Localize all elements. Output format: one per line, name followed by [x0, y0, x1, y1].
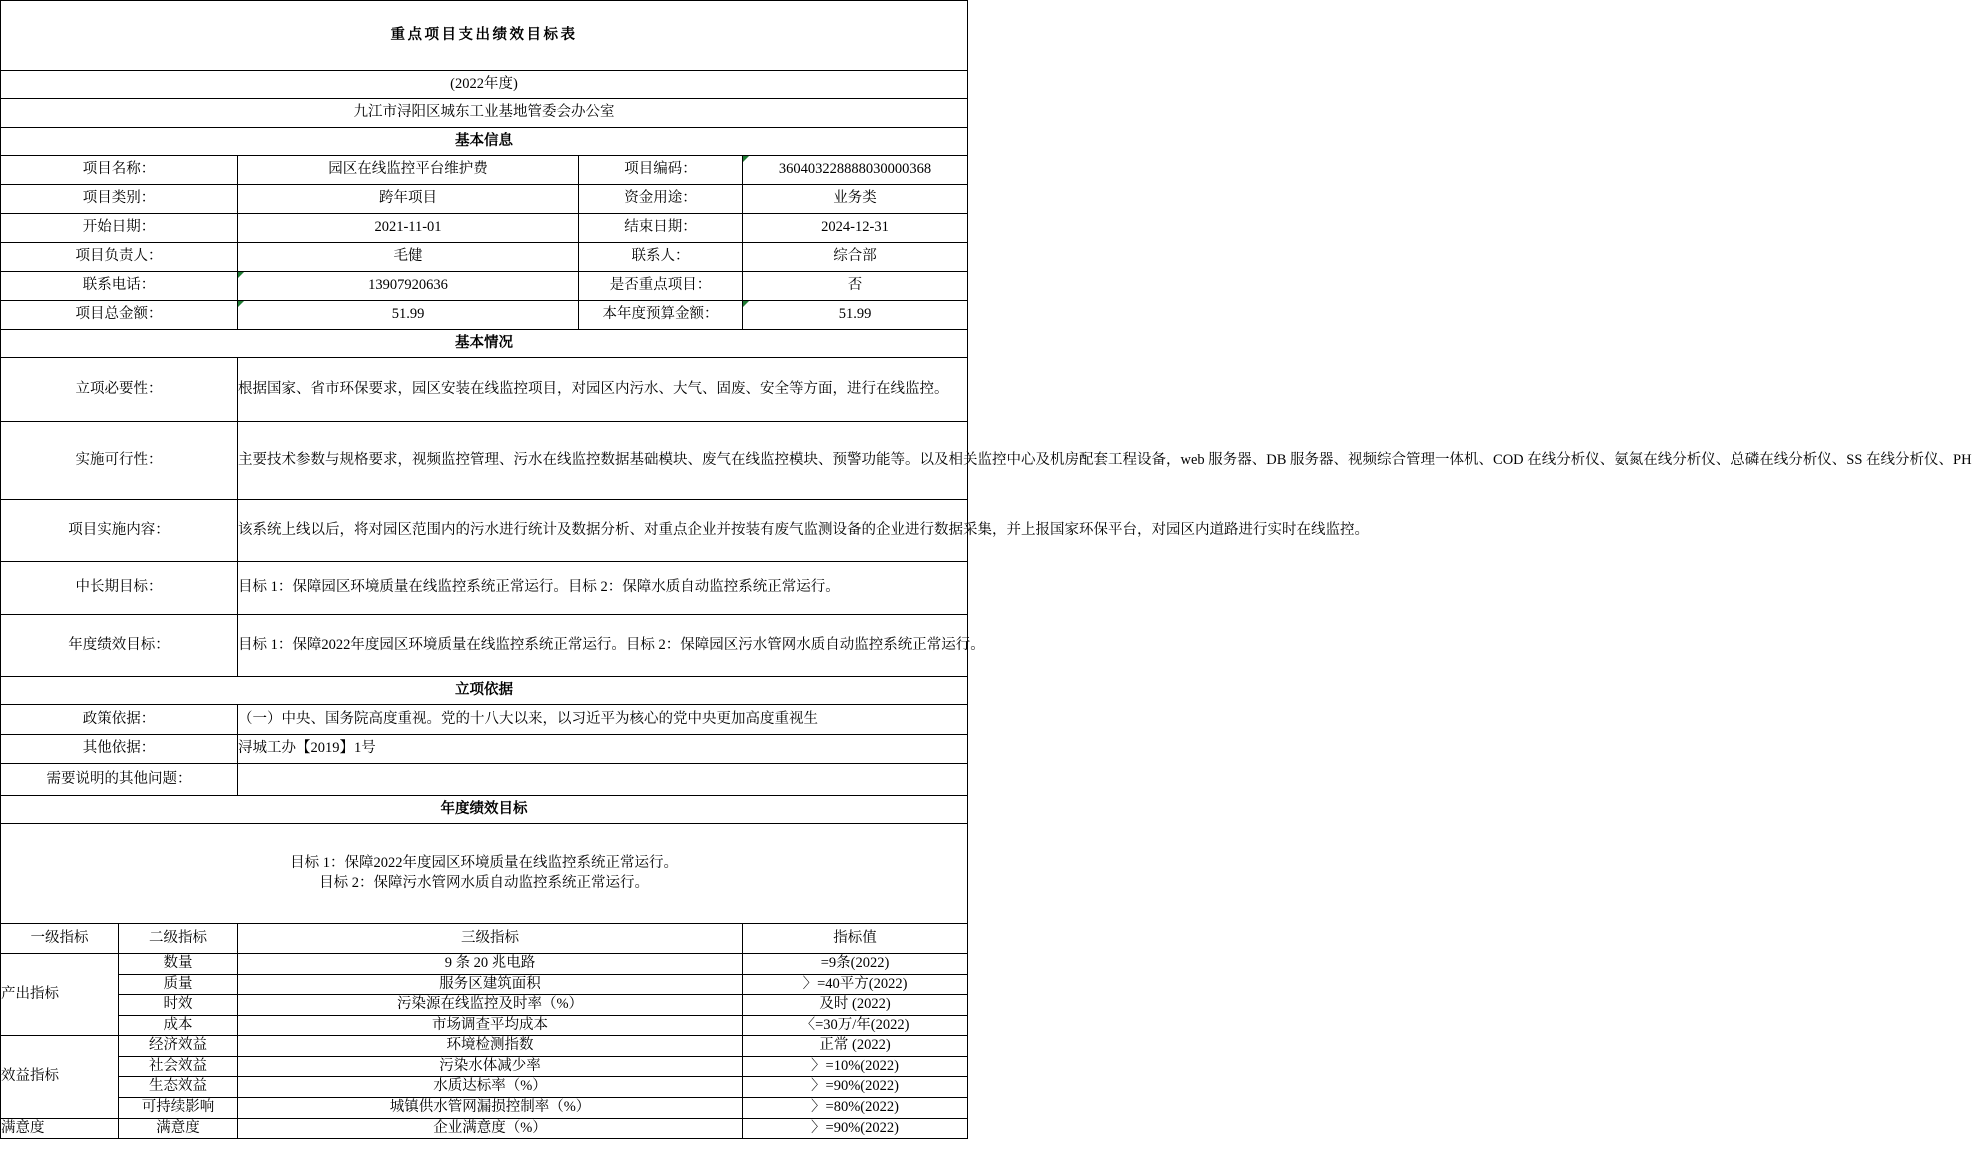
field-label-project-code: 项目编码：: [579, 156, 743, 185]
field-value-other-notes: [238, 764, 968, 796]
indicator-level3: 市场调查平均成本: [238, 1015, 743, 1036]
indicator-group-benefit: 效益指标: [1, 1036, 119, 1118]
field-label-total-amount: 项目总金额：: [1, 301, 238, 330]
field-label-is-key-project: 是否重点项目：: [579, 272, 743, 301]
field-value-contact-phone: 13907920636: [238, 272, 579, 301]
field-value-longterm-goal: 目标 1：保障园区环境质量在线监控系统正常运行。目标 2：保障水质自动监控系统正常运行。: [238, 562, 968, 615]
indicator-value: =9条(2022): [743, 954, 968, 975]
indicator-level3: 城镇供水管网漏损控制率（%）: [238, 1097, 743, 1118]
field-label-necessity: 立项必要性：: [1, 358, 238, 422]
annual-goal-block-row: [1, 824, 968, 924]
table-row: [1, 995, 968, 1016]
field-value-project-name: 园区在线监控平台维护费: [238, 156, 579, 185]
table-row: [1, 422, 968, 500]
indicator-level2: 可持续影响: [119, 1097, 238, 1118]
section-header-basic-situation: 基本情况: [1, 330, 968, 358]
field-value-is-key-project: 否: [743, 272, 968, 301]
column-header-level1: 一级指标: [1, 924, 119, 954]
indicator-value: 及时 (2022): [743, 995, 968, 1016]
section-project-basis-row: [1, 677, 968, 705]
indicator-level2: 满意度: [119, 1118, 238, 1139]
indicator-value: 正常 (2022): [743, 1036, 968, 1057]
section-header-annual-goal: 年度绩效目标: [1, 796, 968, 824]
field-value-other-basis: 浔城工办【2019】1号: [238, 735, 968, 764]
indicator-level3: 企业满意度（%）: [238, 1118, 743, 1139]
indicator-value: 〉=90%(2022): [743, 1118, 968, 1139]
field-value-end-date: 2024-12-31: [743, 214, 968, 243]
field-label-end-date: 结束日期：: [579, 214, 743, 243]
field-label-annual-budget: 本年度预算金额：: [579, 301, 743, 330]
year-row: [1, 71, 968, 99]
organization-name: 九江市浔阳区城东工业基地管委会办公室: [1, 99, 968, 128]
section-annual-goal-row: [1, 796, 968, 824]
field-value-project-category: 跨年项目: [238, 185, 579, 214]
table-row: [1, 562, 968, 615]
table-row: [1, 156, 968, 185]
table-row: [1, 1077, 968, 1098]
indicator-group-output: 产出指标: [1, 954, 119, 1036]
table-row: [1, 954, 968, 975]
indicator-level3: 污染水体减少率: [238, 1056, 743, 1077]
table-row: [1, 1015, 968, 1036]
indicator-value: 〉=90%(2022): [743, 1077, 968, 1098]
field-label-other-basis: 其他依据：: [1, 735, 238, 764]
table-row: [1, 301, 968, 330]
indicator-level3: 服务区建筑面积: [238, 974, 743, 995]
annual-goal-line-1: 目标 1：保障2022年度园区环境质量在线监控系统正常运行。: [290, 854, 678, 871]
field-label-project-name: 项目名称：: [1, 156, 238, 185]
field-label-annual-performance-goal: 年度绩效目标：: [1, 615, 238, 677]
table-row: [1, 705, 968, 735]
field-label-implementation-content: 项目实施内容：: [1, 500, 238, 562]
fiscal-year: (2022年度): [1, 71, 968, 99]
field-value-fund-usage: 业务类: [743, 185, 968, 214]
field-value-implementation-content: 该系统上线以后，将对园区范围内的污水进行统计及数据分析、对重点企业并按装有废气监测设备的企业进行数据采集，并上报国家环保平台，对园区内道路进行实时在线监控。: [238, 500, 968, 562]
field-label-longterm-goal: 中长期目标：: [1, 562, 238, 615]
indicator-level2: 质量: [119, 974, 238, 995]
field-value-start-date: 2021-11-01: [238, 214, 579, 243]
table-row: [1, 500, 968, 562]
indicator-header-row: [1, 924, 968, 954]
section-basic-info-row: [1, 128, 968, 156]
table-row: [1, 735, 968, 764]
organization-row: [1, 99, 968, 128]
field-value-project-manager: 毛健: [238, 243, 579, 272]
table-row: [1, 764, 968, 796]
field-label-contact-phone: 联系电话：: [1, 272, 238, 301]
table-row: [1, 214, 968, 243]
indicator-group-satisfaction: 满意度: [1, 1118, 119, 1139]
field-label-project-manager: 项目负责人：: [1, 243, 238, 272]
indicator-value: 〉=40平方(2022): [743, 974, 968, 995]
section-header-basic-info: 基本信息: [1, 128, 968, 156]
section-basic-situation-row: [1, 330, 968, 358]
table-row: [1, 615, 968, 677]
indicator-level3: 环境检测指数: [238, 1036, 743, 1057]
field-label-fund-usage: 资金用途：: [579, 185, 743, 214]
field-value-annual-performance-goal: 目标 1：保障2022年度园区环境质量在线监控系统正常运行。目标 2：保障园区污水管网水质自动监控系统正常运行。: [238, 615, 968, 677]
indicator-level2: 社会效益: [119, 1056, 238, 1077]
field-label-feasibility: 实施可行性：: [1, 422, 238, 500]
indicator-value: 〈=30万/年(2022): [743, 1015, 968, 1036]
indicator-level2: 生态效益: [119, 1077, 238, 1098]
page-title: 重点项目支出绩效目标表: [1, 1, 968, 71]
table-row: [1, 1056, 968, 1077]
indicator-value: 〉=80%(2022): [743, 1097, 968, 1118]
table-row: [1, 1118, 968, 1139]
field-label-project-category: 项目类别：: [1, 185, 238, 214]
indicator-level3: 污染源在线监控及时率（%）: [238, 995, 743, 1016]
field-label-contact-person: 联系人：: [579, 243, 743, 272]
section-header-project-basis: 立项依据: [1, 677, 968, 705]
table-row: [1, 1036, 968, 1057]
indicator-level3: 水质达标率（%）: [238, 1077, 743, 1098]
field-label-start-date: 开始日期：: [1, 214, 238, 243]
field-label-policy-basis: 政策依据：: [1, 705, 238, 735]
table-row: [1, 358, 968, 422]
table-row: [1, 974, 968, 995]
column-header-value: 指标值: [743, 924, 968, 954]
title-row: [1, 1, 968, 71]
column-header-level3: 三级指标: [238, 924, 743, 954]
indicator-level2: 数量: [119, 954, 238, 975]
indicator-level2: 时效: [119, 995, 238, 1016]
field-value-contact-person: 综合部: [743, 243, 968, 272]
indicator-level2: 成本: [119, 1015, 238, 1036]
field-value-project-code: 360403228888030000368: [743, 156, 968, 185]
table-row: [1, 243, 968, 272]
column-header-level2: 二级指标: [119, 924, 238, 954]
table-row: [1, 1097, 968, 1118]
table-row: [1, 185, 968, 214]
field-value-total-amount: 51.99: [238, 301, 579, 330]
table-row: [1, 272, 968, 301]
field-label-other-notes: 需要说明的其他问题：: [1, 764, 238, 796]
annual-goal-line-2: 目标 2：保障污水管网水质自动监控系统正常运行。: [319, 874, 649, 891]
field-value-feasibility: 主要技术参数与规格要求，视频监控管理、污水在线监控数据基础模块、废气在线监控模块、预警功能等。以及相关监控中心及机房配套工程设备，web 服务器、DB 服务器、视频综合管理一体机、COD 在线分析仪、氨氮在线分析仪、总磷在线分析仪、SS 在线分析仪、PH: [238, 422, 968, 500]
field-value-annual-budget: 51.99: [743, 301, 968, 330]
annual-goal-text: [1, 824, 968, 924]
field-value-policy-basis: （一）中央、国务院高度重视。党的十八大以来，以习近平为核心的党中央更加高度重视生: [238, 705, 968, 735]
indicator-value: 〉=10%(2022): [743, 1056, 968, 1077]
indicator-level3: 9 条 20 兆电路: [238, 954, 743, 975]
field-value-necessity: 根据国家、省市环保要求，园区安装在线监控项目，对园区内污水、大气、固废、安全等方面，进行在线监控。: [238, 358, 968, 422]
indicator-level2: 经济效益: [119, 1036, 238, 1057]
